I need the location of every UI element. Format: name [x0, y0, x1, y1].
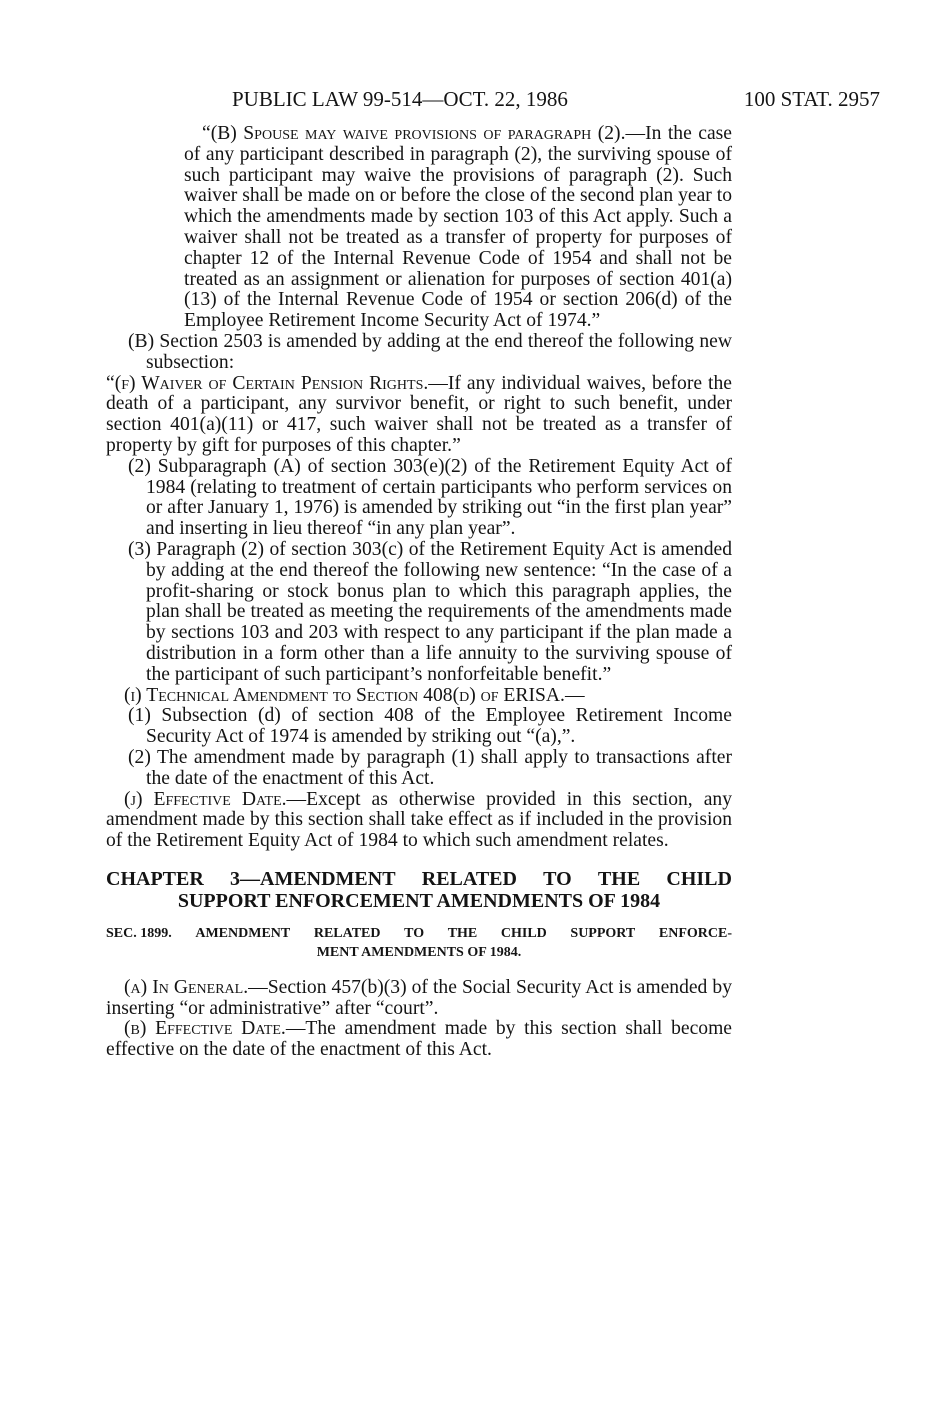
section-word: TO	[404, 925, 425, 941]
paragraph-3: (3) Paragraph (2) of section 303(c) of the Retirement Equity Act is amended by adding at the end thereof the following new sentence: “In the case of a profit-sharing or stock bonus plan to which this paragraph applies, the plan shall be treated as meeting the requirements of the amendments made by sections 103 and 203 with respect to any participant if the plan made a distribution in a form other than a life annuity to the surviving spouse of the participant of such participant’s nonforfeitable benefit.”	[128, 538, 732, 685]
section-heading	[106, 924, 732, 962]
paragraph-2: (2) Subparagraph (A) of section 303(e)(2) of the Retirement Equity Act of 1984 (relating to treatment of certain participants who perform services on or after January 1, 1976) is amended by striking out “in the first plan year” and inserting in lieu thereof “in any plan year”.	[128, 455, 733, 540]
section-word: AMENDMENT	[195, 925, 291, 941]
chapter-word: RELATED	[421, 867, 517, 890]
section-word: ENFORCE-	[658, 925, 732, 941]
chapter-heading-line-2: SUPPORT ENFORCEMENT AMENDMENTS OF 1984	[177, 889, 661, 912]
section-word: SUPPORT	[570, 925, 636, 941]
paragraph-sec-b	[106, 1019, 732, 1061]
paragraph-i-1: (1) Subsection (d) of section 408 of the Employee Retirement Income Security Act of 1974 is amended by striking out “(a),”.	[128, 705, 732, 748]
section-heading-line-2: MENT AMENDMENTS OF 1984.	[316, 944, 522, 960]
chapter-heading-line-1	[106, 868, 732, 890]
paragraph-j-heading: (j) Effective Date.	[124, 788, 287, 810]
paragraph-sec-b-heading: (b) Effective Date.	[124, 1018, 286, 1040]
section-word: SEC. 1899.	[106, 925, 172, 941]
law-title: PUBLIC LAW 99-514—OCT. 22, 1986	[232, 87, 568, 111]
paragraph-i	[106, 686, 732, 707]
paragraph-f-text: —If any individual waives, before the death of a participant, any survivor benefit, or right to such benefit, under section 401(a)(11) or 417, such waiver shall not be treated as a transfer of property by gift for purposes of this chapter.”	[106, 372, 732, 456]
page-header	[232, 84, 880, 114]
paragraph-f	[106, 374, 732, 457]
paragraph-b-quote	[106, 124, 732, 332]
section-word: RELATED	[313, 925, 381, 941]
paragraph-sec-a	[106, 978, 732, 1020]
paragraph-b-quote-text: —In the case of any participant described in paragraph (2), the surviving spouse of such participant may waive the provisions of paragraph (2). Such waiver shall be made on or before the close of the second plan year to which the amendments made by section 103 of this Act apply. Such a waiver shall not be treated as a transfer of property for purposes of chapter 12 of the Internal Revenue Code of 1954 and shall not be treated as an assignment or alienation for purposes of section 401(a)(13) of the Internal Revenue Code of 1954 or section 206(d) of the Employee Retirement Income Security Act of 1974.”	[184, 123, 732, 332]
section-word: CHILD	[500, 925, 547, 941]
chapter-word: CHAPTER	[106, 867, 204, 890]
paragraph-i-2: (2) The amendment made by paragraph (1) shall apply to transactions after the date of the enactment of this Act.	[128, 746, 732, 789]
chapter-word: 3—AMENDMENT	[230, 867, 396, 890]
paragraph-sec-a-heading: (a) In General.	[124, 976, 249, 998]
chapter-word: TO	[543, 867, 572, 890]
chapter-heading	[106, 868, 732, 912]
paragraph-sec-a-text: —Section 457(b)(3) of the Social Security Act is amended by inserting “or administrative” after “court”.	[106, 976, 732, 1019]
paragraph-f-heading: “(f) Waiver of Certain Pension Rights.	[106, 372, 429, 394]
paragraph-b-section: (B) Section 2503 is amended by adding at the end thereof the following new subsection:	[128, 330, 732, 373]
paragraph-i-heading: (i) Technical Amendment to Section 408(d) of ERISA.	[124, 684, 565, 706]
section-heading-line-1	[106, 924, 732, 943]
paragraph-sec-b-text: —The amendment made by this section shall become effective on the date of the enactment of this Act.	[106, 1018, 733, 1061]
chapter-word: CHILD	[666, 867, 732, 890]
paragraph-j-text: —Except as otherwise provided in this section, any amendment made by this section shall take effect as if included in the provision of the Retirement Equity Act of 1984 to which such amendment relates.	[106, 788, 733, 852]
body-text	[106, 124, 732, 1061]
paragraph-b-quote-heading: “(B) Spouse may waive provisions of paragraph (2).	[202, 123, 626, 144]
paragraph-i-dash: —	[564, 684, 585, 706]
paragraph-j	[106, 790, 732, 852]
section-word: THE	[447, 925, 478, 941]
stat-number: 100 STAT. 2957	[743, 87, 880, 111]
chapter-word: THE	[597, 867, 641, 890]
